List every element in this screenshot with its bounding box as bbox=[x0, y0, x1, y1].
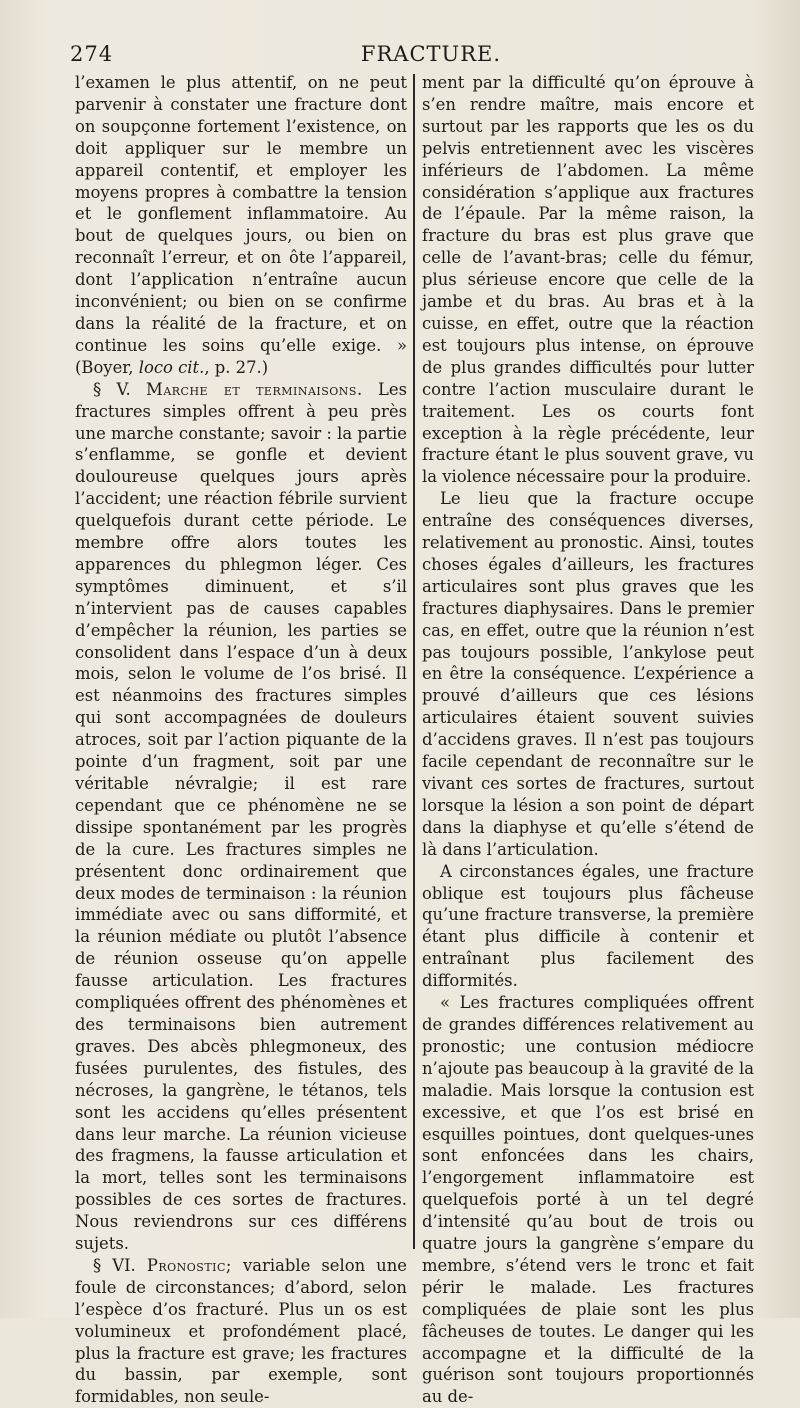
page-header bbox=[70, 42, 762, 70]
section-heading: Pronostic; bbox=[146, 1255, 232, 1275]
section-number: § VI. bbox=[93, 1255, 136, 1275]
section-heading: Marche et terminaisons. bbox=[146, 379, 363, 399]
paragraph: l’examen le plus attentif, on ne peut parvenir à constater une fracture dont on soupçonne fortement l’existence, on doit appliquer sur le membre un appareil contentif, et employer les moyens propres à combattre la tension et le gonflement inflammatoire. Au bout de quelques jours, ou bien on reconnaît l’erreur, et on ôte l’appareil, dont l’application n’entraîne aucun inconvénient; ou bien on se confirme dans la réalité de la fracture, et on continue les soins qu’elle exige. » (Boyer, loco cit., p. 27.) bbox=[75, 73, 407, 377]
citation: loco cit. bbox=[138, 357, 205, 377]
column-divider bbox=[413, 74, 415, 1249]
paragraph: ment par la difficulté qu’on éprouve à s’en rendre maître, mais encore et surtout par les rapports que les os du pelvis entretiennent avec les viscères inférieurs de l’abdomen. La même considération s’applique aux fractures de l’épaule. Par la même raison, la fracture du bras est plus grave que celle de l’avant-bras; celle du fémur, plus sérieuse encore que celle de la jambe et du bras. Au bras et à la cuisse, en effet, outre que la réaction est toujours plus intense, on éprouve de plus grandes difficultés pour lutter contre l’action musculaire durant le traitement. Les os courts font exception à la règle précédente, leur fracture étant le plus souvent grave, vu la violence nécessaire pour la produire. bbox=[422, 73, 754, 487]
section-marche: § V. Marche et terminaisons. Les fractures simples offrent à peu près une marche constante; savoir : la partie s’enflamme, se gonfle et devient douloureuse quelques jours après l’accident; une réaction fébrile survient quelquefois durant cette période. Le membre offre alors toutes les apparences du phlegmon léger. Ces symptômes diminuent, et s’il n’intervient pas de causes capables d’empêcher la réunion, les parties se consolident dans l’espace d’un à deux mois, selon le volume de l’os brisé. Il est néanmoins des fractures simples qui sont accompagnées de douleurs atroces, soit par l’action piquante de la pointe d’un fragment, soit par une véritable névralgie; il est rare cependant que ce phénomène ne se dissipe spontanément par les progrès de la cure. Les fractures simples ne présentent donc ordinairement que deux modes de terminaison : la réunion immédiate avec ou sans difformité, et la réunion médiate ou plutôt l’absence de réunion osseuse qu’on appelle fausse articulation. Les fractures compliquées offrent des phénomènes et des terminaisons bien autrement graves. Des abcès phlegmoneux, des fusées purulentes, des fistules, des nécroses, la gangrène, le tétanos, tels sont les accidens qu’elles présentent dans leur marche. La réunion vicieuse des fragmens, la fausse articulation et la mort, telles sont les terminaisons possibles de ces sortes de fractures. Nous reviendrons sur ces différens sujets. bbox=[75, 379, 408, 1254]
section-number: § V. bbox=[93, 379, 131, 399]
paragraph: Le lieu que la fracture occupe entraîne des conséquences diverses, relativement au pronostic. Ainsi, toutes choses égales d’ailleurs, les fractures articulaires sont plus graves que les fractures diaphysaires. Dans le premier cas, en effet, outre que la réunion n’est pas toujours possible, l’ankylose peut en être la conséquence. L’expérience a prouvé d’ailleurs que ces lésions articulaires étaient souvent suivies d’accidens graves. Il n’est pas toujours facile cependant de reconnaître sur le vivant ces sortes de fractures, surtout lorsque la lésion a son point de départ dans la diaphyse et qu’elle s’étend de là dans l’articulation. bbox=[422, 489, 754, 859]
page-number: 274 bbox=[70, 42, 114, 66]
right-column bbox=[422, 72, 754, 1408]
paragraph: « Les fractures compliquées offrent de grandes différences relativement au pronostic; une contusion médiocre n’ajoute pas beaucoup à la gravité de la maladie. Mais lorsque la contusion est excessive, et que l’os est brisé en esquilles pointues, dont quelques-unes sont enfoncées dans les chairs, l’engorgement inflammatoire est quelquefois porté à un tel degré d’intensité qu’au bout de trois ou quatre jours la gangrène s’empare du membre, s’étend vers le tronc et fait périr le malade. Les fractures compliquées de plaie sont les plus fâcheuses de toutes. Le danger qui les accompagne et la difficulté de la guérison sont toujours proportionnés au de- bbox=[422, 993, 754, 1407]
running-title: FRACTURE. bbox=[360, 42, 502, 66]
paragraph: A circonstances égales, une fracture oblique est toujours plus fâcheuse qu’une fracture transverse, la première étant plus difficile à contenir et entraînant plus facilement des difformités. bbox=[422, 861, 754, 991]
section-pronostic: § VI. Pronostic; variable selon une foule de circonstances; d’abord, selon l’espèce d’os fracturé. Plus un os est volumineux et profondément placé, plus la fracture est grave; les fractures du bassin, par exemple, sont formidables, non seule- bbox=[75, 1255, 407, 1407]
left-column bbox=[75, 72, 407, 1408]
